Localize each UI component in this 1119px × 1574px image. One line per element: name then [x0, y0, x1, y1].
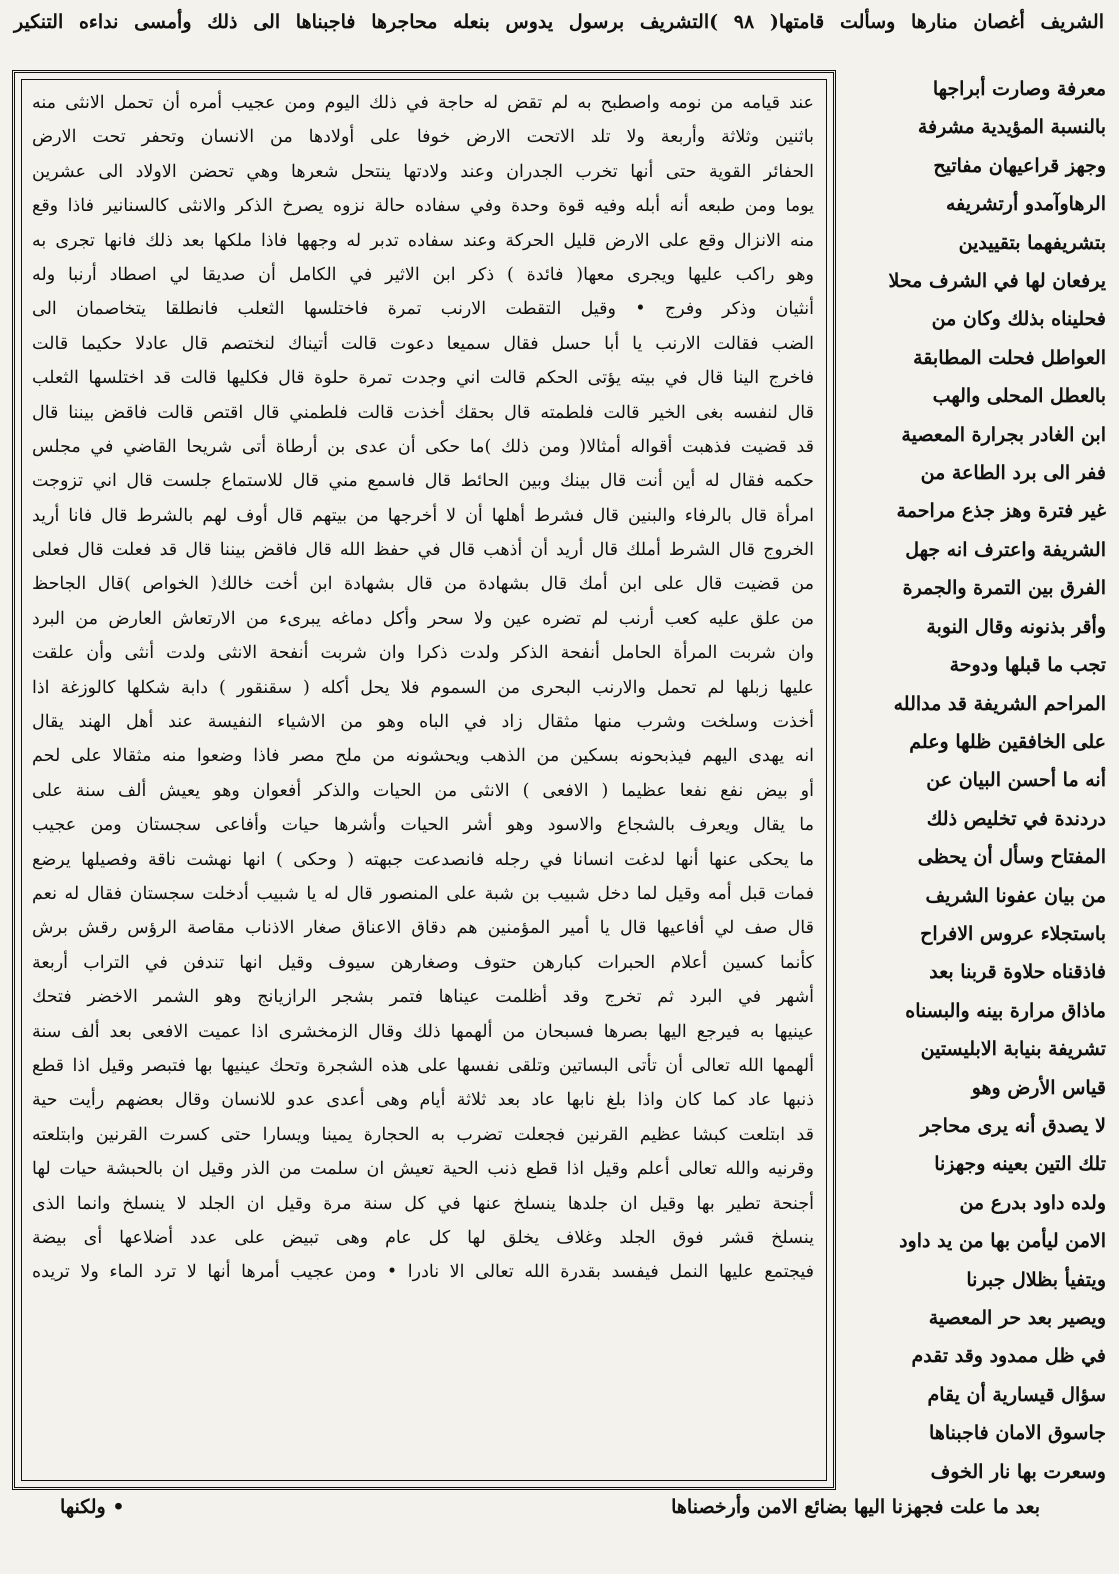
margin-line: العواطل فحلت المطابقة	[913, 346, 1106, 369]
main-text-line: أنثيان وذكر وفرج • وقيل التقطت الارنب تمرة فاختلسها الثعلب فانطلقا يتخاصمان الى	[32, 299, 814, 320]
main-text-line: الخروج قال الشرط أملك قال أريد أن أذهب قال في حفظ الله قال فاقض بيننا قال قد فعلت قال فعلى	[32, 540, 814, 561]
main-text-line: كأنما كسين أعلام الحبرات كبارهن حتوف وصغارهن سيوف وقيل انها تندفن في التراب أربعة	[32, 952, 814, 973]
margin-line: وأقر بذنونه وقال النوبة	[926, 615, 1106, 638]
main-text-line: الحفائر القوية حتى أنها تخرب الجدران وعند ولادتها ينتحل شعرها وهي تحضن الاولاد الى عشرين	[32, 161, 814, 182]
main-text-line: فمات قبل أمه وقيل لما دخل شبيب بن شبة على المنصور قال له يا شبيب أدخلت سجستان فقال له نعم	[32, 883, 814, 904]
margin-line: أنه ما أحسن البيان عن	[926, 769, 1106, 792]
main-text-line: ذنبها عاد كما كان واذا بلغ نابها عاد بعد ثلاثة أيام وهى أعدى عدو للانسان وقال بعضهم رأيت حية	[32, 1090, 814, 1111]
margin-line: الشريفة واعترف انه جهل	[905, 538, 1106, 561]
header-line: الشريف أغصان منارها وسألت قامتها( ٩٨ )التشريف برسول يدوس بنعله محاجرها فاجبناها الى ذلك وأمسى نداءه التنكير	[14, 11, 1104, 33]
margin-line: ويصير بعد حر المعصية	[928, 1307, 1106, 1329]
main-text-line: ينسلخ قشر فوق الجلد وغلاف يخلق لها كل عام وهى تبيض على عدد أضلاعها أى بيضة	[32, 1227, 814, 1248]
margin-line: تلك التين بعينه وجهزنا	[934, 1153, 1106, 1176]
margin-line: بالعطل المحلى والهب	[932, 385, 1106, 408]
margin-line: ولده داود بدرع من	[959, 1191, 1106, 1214]
footer-catchword-left: • ولكنها	[60, 1496, 125, 1518]
margin-line: غير فترة وهز جذع مراحمة	[896, 500, 1106, 523]
main-text-frame	[12, 70, 836, 1490]
main-text-line: قال صف لي أفاعيها قال يا أمير المؤمنين هم دقاق الاعناق صغار الاذناب مقاصة الرؤس رقش برش	[32, 918, 814, 939]
main-text-line: أخذت وسلخت وشرب منها مثقال زاد في الباه وهو من الاشياء النفيسة عند أهل الهند يقال	[32, 712, 814, 733]
footer-catchword-right: بعد ما علت فجهزنا اليها بضائع الامن وأرخصناها	[671, 1496, 1040, 1518]
main-text-line: قد قضيت فذهبت أقواله أمثالا( ومن ذلك )ما حكى أن عدى بن أرطاة أتى شريحا القاضي في مجلس	[32, 436, 814, 457]
margin-line: دردندة في تخليص ذلك	[926, 807, 1106, 830]
main-text-line: أجنحة تطير بها وقيل ان جلدها ينسلخ عنها في كل سنة مرة وقيل ان الجلد لا ينسلخ وانما الذى	[32, 1193, 814, 1214]
margin-line: وجهز قراعيهان مفاتيح	[933, 154, 1106, 177]
margin-line: ماذاق مرارة بينه والبسناه	[905, 999, 1106, 1022]
margin-line: ابن الغادر بجرارة المعصية	[901, 423, 1106, 446]
margin-line: الامن ليأمن بها من يد داود	[899, 1230, 1106, 1253]
page-header	[14, 8, 1104, 68]
main-text-line: فيجتمع عليها النمل فيفسد بقدرة الله تعالى الا نادرا • ومن عجيب أمرها أنها لا ترد الماء ولا تريده	[32, 1262, 814, 1283]
page-footer	[60, 1492, 1040, 1532]
margin-line: فاذقناه حلاوة قربنا بعد	[929, 961, 1106, 984]
main-text-line: انه يهدى اليهم فيذبحونه بسكين من الذهب ويحشونه من ملح مصر فاذا وضعوا منه مثقالا على لحم	[32, 746, 814, 767]
margin-line: الرهاوآمدو أرتشريفه	[945, 193, 1106, 216]
main-text-line: باثنين وثلاثة وأربعة ولا تلد الاتحت الارض خوفا على أولادها من الانسان وتحفر تحت الارض	[32, 127, 814, 148]
margin-line: يرفعان لها في الشرف محلا	[888, 270, 1106, 293]
main-text-line: فاخرج الينا قال في بيته يؤتى الحكم قالت اني وجدت تمرة حلوة قال فكليها قالت قد اختلسها الثعلب	[32, 368, 814, 389]
main-text-line: الضب فقالت الارنب يا أبا حسل فقال سميعا دعوت قالت أتيناك لنختصم قال عادلا حكيما قالت	[32, 333, 814, 354]
margin-line: تجب ما قبلها ودوحة	[949, 654, 1106, 677]
margin-line: باستجلاء عروس الافراح	[920, 922, 1106, 945]
margin-line: المفتاح وسأل أن يحظى	[917, 846, 1106, 869]
main-text-line: وهو راكب عليها ويجرى معها( فائدة ) ذكر ابن الاثير في الكامل أن صديقا لي اصطاد أرنبا وله	[32, 264, 814, 285]
main-text-line: عند قيامه من نومه واصطبح به لم تقض له حاجة في ذلك اليوم ومن عجيب أمره أن تحمل الانثى منه	[32, 93, 814, 113]
margin-line: وسعرت بها نار الخوف	[930, 1460, 1106, 1483]
main-text-line: وان شربت المرأة الحامل أنفحة الذكر ولدت ذكرا وان شربت أنفحة الانثى ولدت أنثى وأن علقت	[32, 643, 814, 664]
main-text-line: قد ابتلعت كبشا عظيم القرنين فجعلت تضرب به الحجارة يمينا ويسارا حتى كسرت القرنين وابتلعته	[32, 1124, 814, 1145]
main-text-line: أو بيض نفع نفعا عظيما ( الافعى ) الانثى من الحيات والذكر أفعوان وهو يعيش ألف سنة على	[32, 780, 814, 801]
main-text-line: ألهمها الله تعالى أن تأتى البساتين وتلقى نفسها على هذه الشجرة وتحك عينيها بها فتبصر وقيل اذا قطع	[32, 1055, 814, 1076]
main-text-line: من قضيت قال على ابن أمك قال بشهادة من قال بشهادة ابن أخت خالك( الخواص )قال الجاحظ	[32, 574, 814, 595]
margin-line: ففر الى برد الطاعة من	[920, 462, 1106, 485]
main-text-line: امرأة قال بالرفاء والبنين قال فشرط أهلها أن لا أخرجها من بيتهم قال أوف لهم بالشرط قال فانا أريد	[32, 505, 814, 526]
main-text-line: أشهر في البرد ثم تخرج وقد أظلمت عيناها فتمر بشجر الرازيانج وهو الشمر الاخضر فتحك	[32, 987, 814, 1008]
main-text-line: عليها زبلها لم تحمل والارنب البحرى من السموم فلا يحل أكله ( سقنقور ) دابة شكلها كالوزغة اذا	[32, 677, 814, 698]
main-text-line: ما يقال ويعرف بالشجاع والاسود وهو أشر الحيات وأشرها حيات وأفاعى سجستان ومن عجيب	[32, 815, 814, 836]
main-text-line: يوما ومن طبعه أنه أبله وفيه قوة وحدة وفي سفاده حالة نزوه يصرخ الذكر والانثى كالسنانير فاذا وقع	[32, 196, 814, 217]
main-text-line: حكمه فقال له أين أنت قال بينك وبين الحائط قال فاسمع مني قال للاستماع جلست قال اني تزوجت	[32, 471, 814, 492]
margin-line: جاسوق الامان فاجبناها	[929, 1422, 1106, 1445]
margin-line: على الخافقين ظلها وعلم	[909, 730, 1106, 753]
margin-line: سؤال قيسارية أن يقام	[927, 1383, 1106, 1406]
margin-line: في ظل ممدود وقد تقدم	[911, 1345, 1106, 1368]
margin-line: من بيان عفونا الشريف	[925, 884, 1106, 907]
margin-line: قياس الأرض وهو	[971, 1076, 1106, 1099]
main-text-line: عينيها به فيرجع اليها بصرها فسبحان من ألهمها ذلك وقال الزمخشرى اذا عميت الافعى بعد ألف سنة	[32, 1021, 814, 1042]
margin-line: بالنسبة المؤيدية مشرفة	[917, 116, 1106, 139]
margin-line: لا يصدق أنه يرى محاجر	[920, 1114, 1106, 1137]
main-text-line: من علق عليه كعب أرنب لم تضره عين ولا سحر وأكل دماغه يبرىء من الارتعاش العارض من البرد	[32, 608, 814, 629]
margin-line: تشريفة بنيابة الابليستين	[920, 1038, 1106, 1061]
main-text-line: قال لنفسه بغى الخير قالت فلطمته قال بحقك أخذت قالت فلطمني قال اقتص قالت فاقض بيننا قال	[32, 402, 814, 423]
main-text-line: منه الانزال وقع على الارض قليل الحركة وعند سفاده تدبر له وجهها فاذا ملكها بعد ذلك فانها تجرى به	[32, 230, 814, 251]
margin-line: معرفة وصارت أبراجها	[932, 78, 1106, 100]
margin-line: المراحم الشريفة قد مدالله	[893, 692, 1106, 715]
main-text-line: وقرنيه والله تعالى أعلم وقيل اذا قطع ذنب الحية تعيش ان سلمت من الذر وقيل ان بالحبشة حيات لها	[32, 1159, 814, 1180]
margin-line: بتشريفهما بتقييدين	[958, 231, 1106, 254]
margin-commentary	[844, 70, 1106, 1510]
main-text-line: ما يحكى عنها أنها لدغت انسانا في رجله فانصدعت جبهته ( وحكى ) انها نهشت ناقة وفصيلها يرضع	[32, 849, 814, 870]
margin-line: فحليناه بذلك وكان من	[931, 308, 1106, 331]
main-text-body	[21, 79, 827, 1481]
margin-line: ويتفيأ بظلال جبرنا	[966, 1268, 1106, 1291]
margin-line: الفرق بين التمرة والجمرة	[902, 577, 1106, 600]
